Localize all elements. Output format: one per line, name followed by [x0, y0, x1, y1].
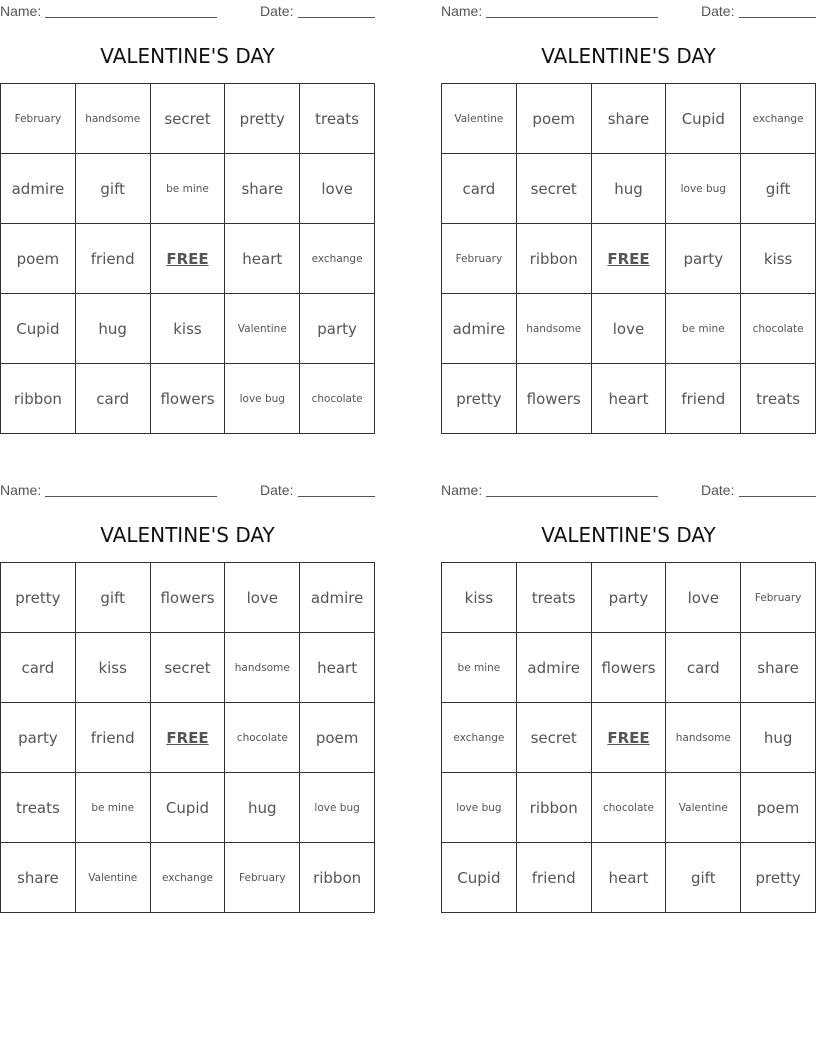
bingo-cell: heart — [225, 224, 300, 294]
name-label: Name: — [441, 3, 483, 19]
free-space-cell: FREE — [592, 224, 667, 294]
bingo-cell: Valentine — [76, 843, 151, 913]
bingo-cell: party — [592, 563, 667, 633]
bingo-grid — [0, 562, 375, 913]
card-header — [441, 479, 816, 501]
bingo-cell: gift — [76, 563, 151, 633]
bingo-cell: card — [76, 364, 151, 434]
date-label: Date: — [260, 482, 294, 498]
date-label: Date: — [701, 482, 735, 498]
bingo-cell: friend — [666, 364, 741, 434]
date-blank-line — [298, 17, 375, 18]
bingo-cell: secret — [517, 154, 592, 224]
bingo-cell: card — [442, 154, 517, 224]
card-header — [441, 0, 816, 22]
bingo-cell: Valentine — [225, 294, 300, 364]
bingo-cell: admire — [300, 563, 375, 633]
free-space-cell: FREE — [151, 224, 226, 294]
bingo-cell: pretty — [1, 563, 76, 633]
bingo-cell: pretty — [741, 843, 816, 913]
bingo-cell: card — [1, 633, 76, 703]
bingo-cell: hug — [592, 154, 667, 224]
bingo-cell: hug — [76, 294, 151, 364]
bingo-cell: love — [225, 563, 300, 633]
bingo-card-3 — [0, 479, 375, 887]
bingo-cell: handsome — [517, 294, 592, 364]
name-blank-line — [486, 496, 658, 497]
bingo-cell: share — [1, 843, 76, 913]
bingo-cell: be mine — [76, 773, 151, 843]
bingo-cell: treats — [1, 773, 76, 843]
bingo-cell: chocolate — [300, 364, 375, 434]
bingo-cell: handsome — [76, 84, 151, 154]
date-blank-line — [739, 496, 816, 497]
date-blank-line — [739, 17, 816, 18]
card-title: VALENTINE'S DAY — [100, 523, 275, 547]
bingo-cell: friend — [76, 703, 151, 773]
date-label: Date: — [260, 3, 294, 19]
bingo-cell: gift — [76, 154, 151, 224]
bingo-cell: be mine — [442, 633, 517, 703]
bingo-cell: secret — [151, 84, 226, 154]
bingo-cell: hug — [225, 773, 300, 843]
bingo-cell: February — [442, 224, 517, 294]
bingo-cell: heart — [300, 633, 375, 703]
bingo-grid — [0, 83, 375, 434]
bingo-cell: party — [300, 294, 375, 364]
bingo-cell: share — [225, 154, 300, 224]
bingo-cell: flowers — [151, 364, 226, 434]
bingo-cell: share — [741, 633, 816, 703]
bingo-cell: flowers — [592, 633, 667, 703]
bingo-cell: treats — [300, 84, 375, 154]
bingo-cell: admire — [1, 154, 76, 224]
bingo-cell: chocolate — [225, 703, 300, 773]
bingo-cell: treats — [741, 364, 816, 434]
bingo-cell: friend — [517, 843, 592, 913]
bingo-cell: love bug — [300, 773, 375, 843]
bingo-cell: share — [592, 84, 667, 154]
bingo-cell: ribbon — [300, 843, 375, 913]
bingo-cell: gift — [741, 154, 816, 224]
date-label: Date: — [701, 3, 735, 19]
free-space-cell: FREE — [151, 703, 226, 773]
bingo-cell: February — [225, 843, 300, 913]
bingo-cell: love — [666, 563, 741, 633]
bingo-cell: secret — [517, 703, 592, 773]
bingo-cell: friend — [76, 224, 151, 294]
date-blank-line — [298, 496, 375, 497]
bingo-cell: kiss — [442, 563, 517, 633]
bingo-cell: Cupid — [442, 843, 517, 913]
bingo-cell: ribbon — [517, 773, 592, 843]
name-blank-line — [45, 496, 217, 497]
bingo-cell: love — [300, 154, 375, 224]
bingo-cell: treats — [517, 563, 592, 633]
bingo-cell: party — [1, 703, 76, 773]
bingo-cell: card — [666, 633, 741, 703]
bingo-cell: secret — [151, 633, 226, 703]
bingo-cell: kiss — [741, 224, 816, 294]
bingo-cell: February — [741, 563, 816, 633]
name-label: Name: — [0, 482, 42, 498]
bingo-cell: Valentine — [442, 84, 517, 154]
bingo-cell: February — [1, 84, 76, 154]
bingo-cell: exchange — [741, 84, 816, 154]
bingo-cell: flowers — [517, 364, 592, 434]
bingo-cell: flowers — [151, 563, 226, 633]
bingo-cell: love bug — [442, 773, 517, 843]
bingo-cell: love bug — [666, 154, 741, 224]
bingo-cell: pretty — [225, 84, 300, 154]
card-header — [0, 479, 375, 501]
bingo-cell: handsome — [666, 703, 741, 773]
bingo-cell: hug — [741, 703, 816, 773]
card-header — [0, 0, 375, 22]
bingo-cell: ribbon — [1, 364, 76, 434]
bingo-cell: exchange — [151, 843, 226, 913]
bingo-cell: Cupid — [1, 294, 76, 364]
bingo-cell: pretty — [442, 364, 517, 434]
bingo-cell: admire — [517, 633, 592, 703]
bingo-cell: admire — [442, 294, 517, 364]
bingo-card-1 — [0, 0, 375, 408]
bingo-cell: heart — [592, 843, 667, 913]
bingo-cell: kiss — [76, 633, 151, 703]
bingo-cell: heart — [592, 364, 667, 434]
bingo-card-2 — [441, 0, 816, 408]
bingo-cell: handsome — [225, 633, 300, 703]
card-title: VALENTINE'S DAY — [100, 44, 275, 68]
bingo-cell: ribbon — [517, 224, 592, 294]
bingo-cell: kiss — [151, 294, 226, 364]
bingo-cell: poem — [741, 773, 816, 843]
bingo-cell: love bug — [225, 364, 300, 434]
name-blank-line — [45, 17, 217, 18]
bingo-cell: be mine — [666, 294, 741, 364]
bingo-cell: be mine — [151, 154, 226, 224]
bingo-card-4 — [441, 479, 816, 887]
bingo-cell: poem — [517, 84, 592, 154]
bingo-cell: poem — [300, 703, 375, 773]
bingo-cell: chocolate — [592, 773, 667, 843]
name-label: Name: — [0, 3, 42, 19]
bingo-cell: poem — [1, 224, 76, 294]
free-space-cell: FREE — [592, 703, 667, 773]
bingo-cell: party — [666, 224, 741, 294]
card-title: VALENTINE'S DAY — [541, 44, 716, 68]
bingo-cell: exchange — [442, 703, 517, 773]
bingo-cell: chocolate — [741, 294, 816, 364]
bingo-grid — [441, 562, 816, 913]
bingo-cell: Cupid — [151, 773, 226, 843]
bingo-cell: gift — [666, 843, 741, 913]
bingo-grid — [441, 83, 816, 434]
name-blank-line — [486, 17, 658, 18]
bingo-cell: Valentine — [666, 773, 741, 843]
bingo-cell: exchange — [300, 224, 375, 294]
card-title: VALENTINE'S DAY — [541, 523, 716, 547]
name-label: Name: — [441, 482, 483, 498]
bingo-cell: Cupid — [666, 84, 741, 154]
bingo-cell: love — [592, 294, 667, 364]
